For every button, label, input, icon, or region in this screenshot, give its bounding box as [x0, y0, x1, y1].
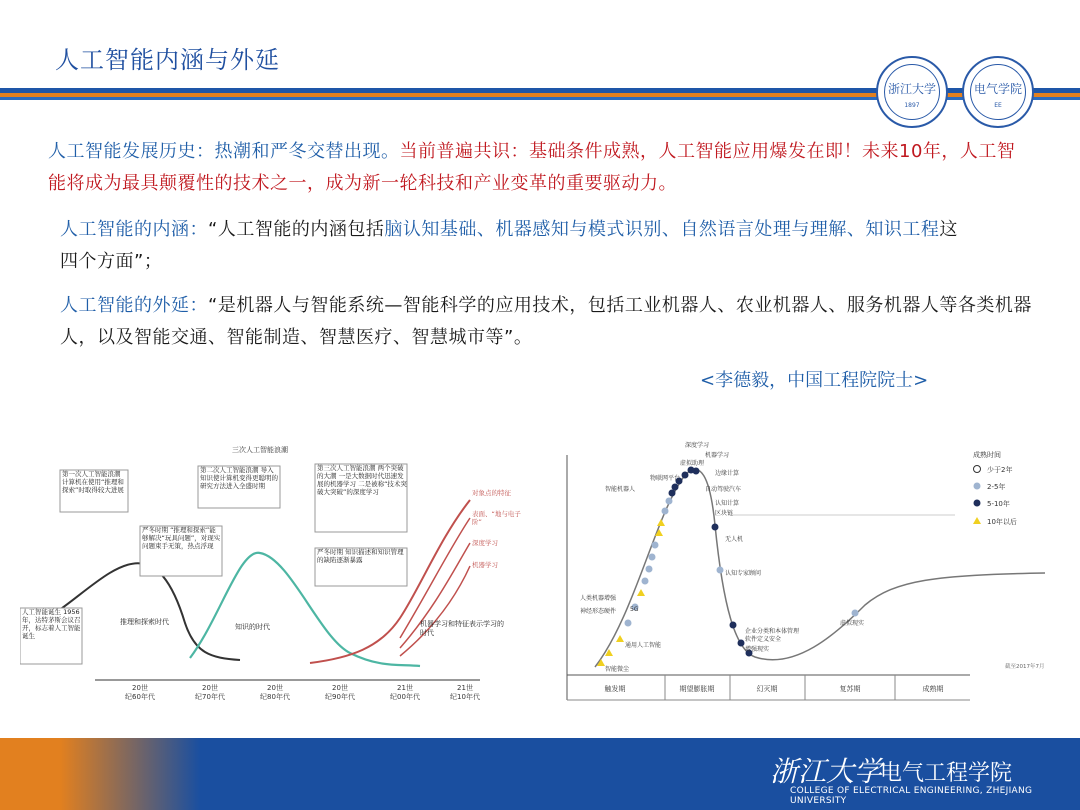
wave-curve-3d — [400, 566, 470, 656]
axis-tick-label: 20世 — [132, 684, 148, 692]
hype-watermark: 截至2017年7月 — [1005, 664, 1045, 670]
hype-point — [662, 508, 669, 515]
axis-tick-label: 21世 — [397, 684, 413, 692]
hype-point-label: 人类机器增强 — [580, 595, 617, 602]
hype-point-label: 虚拟现实 — [840, 620, 865, 627]
ee-college-logo — [962, 56, 1034, 128]
axis-tick-label: 21世 — [457, 684, 473, 692]
footer-accent — [0, 738, 200, 810]
hype-point — [712, 524, 719, 531]
hype-point — [730, 622, 737, 629]
hype-point-label: 智能机器人 — [605, 486, 636, 493]
legend-item-0: 少于2年 — [987, 466, 1013, 474]
hype-point — [646, 566, 653, 573]
hot-label-4: 机器学习 — [472, 561, 498, 569]
attribution: <李德毅，中国工程院院士> — [700, 370, 929, 391]
axis-tick-label: 纪10年代 — [450, 693, 480, 701]
wave1-box-text: 第一次人工智能浪潮 计算机在使用“推理和探索”时取得较大进展 — [62, 470, 124, 494]
connotation-key: 脑认知基础、机器感知与模式识别、自然语言处理与理解、知识工程 — [384, 219, 940, 240]
footer-university: 浙江大学 — [770, 755, 883, 788]
era-ml: 机器学习和特征表示学习的时代 — [420, 620, 504, 637]
hype-point-label: 软件定义安全 — [745, 636, 782, 643]
legend-title: 成熟时间 — [973, 451, 1001, 459]
zju-logo-text: 浙江大学 — [887, 82, 936, 96]
legend-item-2: 5-10年 — [987, 500, 1010, 508]
hype-point — [852, 610, 859, 617]
hype-point — [693, 468, 700, 475]
hype-cycle-bg — [565, 435, 1070, 707]
hype-point-label: 虚拟助理 — [680, 460, 705, 467]
hype-point-label: 无人机 — [725, 536, 744, 543]
ai-waves-title: 三次人工智能浪潮 — [232, 446, 288, 454]
ai-waves-svg — [20, 438, 525, 710]
zju-logo — [876, 56, 948, 128]
hype-point-label: 物联网平台 — [650, 475, 681, 482]
hype-phase-label: 成熟期 — [922, 685, 944, 693]
connotation-paragraph — [60, 214, 960, 278]
hype-point — [682, 472, 689, 479]
hype-point — [669, 490, 676, 497]
ee-logo-sub: EE — [994, 102, 1002, 109]
axis-tick-label: 纪70年代 — [195, 693, 225, 701]
legend-marker-1 — [974, 483, 981, 490]
legend-marker-2 — [974, 500, 981, 507]
axis-tick-label: 纪60年代 — [125, 693, 155, 701]
hype-point — [652, 542, 659, 549]
winter2-box-text: 严冬时期 知识描述和知识管理的缺陷逐渐暴露 — [317, 548, 404, 564]
hype-point-label: 认知计算 — [715, 500, 740, 507]
hype-point-label: 智能微尘 — [605, 666, 630, 673]
hype-point — [717, 567, 724, 574]
hype-phase-label: 期望膨胀期 — [679, 685, 715, 693]
hot-label-3: 深度学习 — [472, 539, 498, 547]
hype-point-label: 神经形态硬件 — [580, 608, 617, 615]
ee-logo-text: 电气学院 — [973, 82, 1022, 96]
hype-point-label: 深度学习 — [685, 442, 710, 449]
hype-phase-label: 复苏期 — [839, 685, 861, 693]
extension-label: 人工智能的外延： — [60, 295, 208, 316]
hype-point-label: 企业分类和本体管理 — [745, 628, 800, 635]
axis-tick-label: 20世 — [332, 684, 348, 692]
hype-point — [738, 640, 745, 647]
hot-label-2: 表面、“地与电子阶” — [472, 510, 521, 526]
winter1-box-text: 严冬时期 “推理和探索”能够解决“玩具问题”，对现实问题束手无策，热点浮现 — [142, 526, 221, 550]
hype-point — [666, 498, 673, 505]
axis-tick-label: 纪00年代 — [390, 693, 420, 701]
hype-phase-label: 幻灭期 — [756, 685, 778, 693]
axis-tick-label: 20世 — [267, 684, 283, 692]
hype-point-label: 认知专家顾问 — [725, 570, 762, 577]
hype-point-label: 区块链 — [715, 510, 734, 517]
wave2-box-text: 第二次人工智能浪潮 导入知识使计算机变得更聪明的研究方法进入全盛时期 — [200, 466, 278, 490]
hype-point — [672, 484, 679, 491]
history-paragraph — [48, 136, 1028, 200]
hype-point-label: 增强现实 — [745, 646, 770, 653]
connotation-pre: “人工智能的内涵包括 — [208, 219, 385, 240]
footer-english: COLLEGE OF ELECTRICAL ENGINEERING, ZHEJIANG UNIVERSITY — [790, 786, 1033, 806]
hype-point-label: 5G — [630, 606, 639, 613]
wave3-box-text: 第三次人工智能浪潮 两个突破的大潮 一是大数据时代迅速发展的机器学习 二是被称“技术突破大突破”的深度学习 — [317, 464, 407, 496]
birth-box-text: 人工智能诞生 1956年，达特茅斯会议召开，标志着人工智能诞生 — [22, 608, 81, 640]
hype-point-label: 自动驾驶汽车 — [705, 486, 742, 493]
extension-paragraph — [60, 290, 1040, 354]
history-consensus: 当前普遍共识：基础条件成熟，人工智能应用爆发在即！未来10年，人工智能将成为最具颠覆性的技术之一，成为新一轮科技和产业变革的重要驱动力。 — [48, 141, 1016, 194]
ai-waves-figure — [20, 438, 525, 710]
connotation-post: 这四个方面”； — [60, 219, 958, 272]
hype-phase-label: 触发期 — [604, 685, 626, 693]
extension-text: “是机器人与智能系统—智能科学的应用技术，包括工业机器人、农业机器人、服务机器人等各类机器人，以及智能交通、智能制造、智慧医疗、智慧城市等”。 — [60, 295, 1032, 348]
era-knowledge: 知识的时代 — [235, 623, 270, 631]
hype-cycle-svg — [565, 435, 1070, 707]
axis-tick-label: 20世 — [202, 684, 218, 692]
hype-point-label: 边缘计算 — [715, 470, 740, 477]
hype-point — [642, 578, 649, 585]
zju-logo-year: 1897 — [904, 102, 920, 109]
era-reasoning: 推理和探索时代 — [120, 618, 169, 626]
footer-school: 电气工程学院 — [880, 761, 1013, 786]
hype-point-label: 通用人工智能 — [625, 642, 662, 649]
hype-point-label: 机器学习 — [705, 452, 730, 459]
legend-item-1: 2-5年 — [987, 483, 1006, 491]
legend-marker-0 — [974, 466, 981, 473]
hype-cycle-figure — [565, 435, 1070, 707]
axis-tick-label: 纪80年代 — [260, 693, 290, 701]
hype-point — [625, 620, 632, 627]
hype-point — [649, 554, 656, 561]
axis-tick-label: 纪90年代 — [325, 693, 355, 701]
connotation-label: 人工智能的内涵： — [60, 219, 208, 240]
ai-waves-ticks — [125, 683, 480, 701]
hot-label-1: 对象点的特征 — [472, 489, 511, 497]
page-title: 人工智能内涵与外延 — [55, 46, 280, 74]
history-label: 人工智能发展历史：热潮和严冬交替出现。 — [48, 141, 400, 162]
legend-item-3: 10年以后 — [987, 518, 1017, 526]
